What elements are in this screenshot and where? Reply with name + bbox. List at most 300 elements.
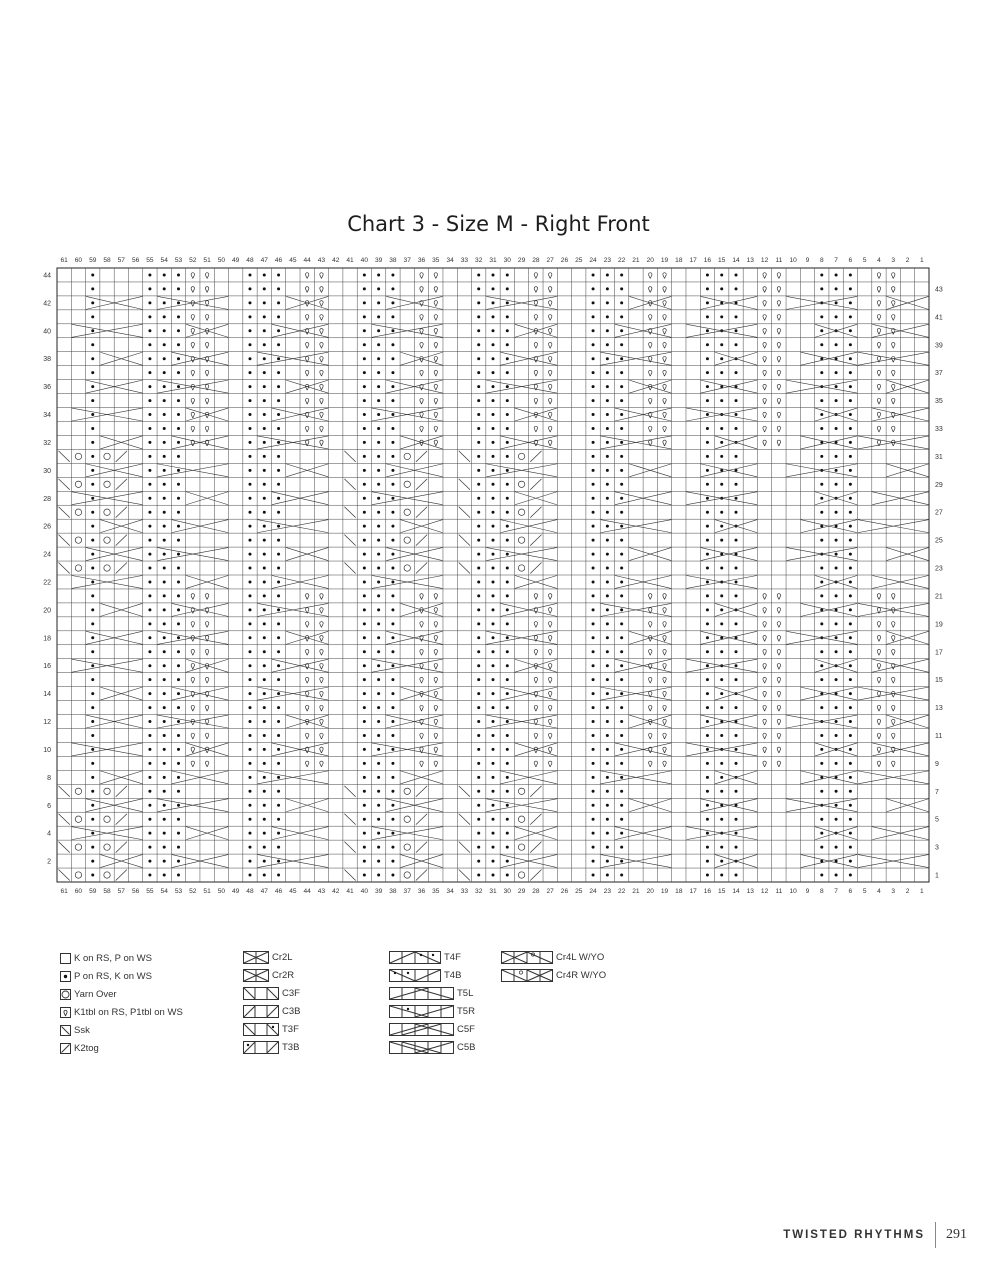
- purl-stitch: [706, 846, 709, 849]
- purl-stitch: [820, 287, 823, 290]
- column-number-bottom: 32: [475, 888, 483, 895]
- row-number-right: 1: [935, 872, 939, 880]
- legend-item-cr2r: Cr2R: [243, 969, 294, 982]
- purl-stitch: [835, 790, 838, 793]
- purl-stitch: [391, 483, 394, 486]
- purl-stitch: [592, 776, 595, 779]
- column-number-bottom: 35: [432, 888, 440, 895]
- purl-stitch: [835, 636, 838, 639]
- column-number-bottom: 55: [146, 888, 154, 895]
- purl-stitch: [263, 650, 266, 653]
- purl-stitch: [248, 776, 251, 779]
- purl-stitch: [720, 692, 723, 695]
- purl-stitch: [263, 608, 266, 611]
- purl-stitch: [620, 525, 623, 528]
- purl-stitch: [391, 846, 394, 849]
- purl-stitch: [163, 608, 166, 611]
- purl-stitch: [248, 539, 251, 542]
- purl-stitch: [477, 650, 480, 653]
- purl-stitch: [606, 664, 609, 667]
- row-number-right: 39: [935, 342, 943, 350]
- purl-stitch: [148, 790, 151, 793]
- purl-stitch: [820, 580, 823, 583]
- purl-stitch: [849, 371, 852, 374]
- purl-stitch: [506, 455, 509, 458]
- purl-stitch: [820, 706, 823, 709]
- column-number-bottom: 19: [660, 888, 669, 895]
- purl-stitch: [592, 539, 595, 542]
- purl-stitch: [735, 678, 738, 681]
- purl-stitch: [606, 650, 609, 653]
- purl-stitch: [248, 329, 251, 332]
- purl-stitch: [620, 441, 623, 444]
- row-number-right: 19: [935, 621, 943, 629]
- column-number-bottom: 30: [503, 888, 511, 895]
- purl-stitch: [606, 329, 609, 332]
- purl-stitch: [91, 371, 94, 374]
- purl-stitch: [720, 483, 723, 486]
- purl-stitch: [177, 636, 180, 639]
- row-number-left: 36: [43, 384, 51, 392]
- purl-stitch: [592, 622, 595, 625]
- legend-item-cr4r-yo: Cr4R W/YO: [501, 969, 606, 982]
- purl-stitch: [606, 692, 609, 695]
- purl-stitch: [592, 818, 595, 821]
- column-number-top: 2: [905, 257, 910, 264]
- purl-stitch: [148, 776, 151, 779]
- purl-stitch: [377, 497, 380, 500]
- column-number-bottom: 48: [246, 888, 254, 895]
- purl-stitch: [849, 664, 852, 667]
- row-number-left: 10: [43, 746, 51, 754]
- purl-stitch: [248, 385, 251, 388]
- purl-stitch: [363, 427, 366, 430]
- purl-stitch: [148, 413, 151, 416]
- column-number-bottom: 9: [805, 888, 810, 895]
- purl-stitch: [492, 804, 495, 807]
- purl-stitch: [363, 706, 366, 709]
- purl-stitch: [492, 343, 495, 346]
- purl-stitch: [363, 846, 366, 849]
- purl-stitch: [592, 874, 595, 877]
- purl-stitch: [506, 511, 509, 514]
- purl-stitch: [706, 301, 709, 304]
- purl-stitch: [363, 636, 366, 639]
- purl-stitch: [277, 832, 280, 835]
- legend-item-c5b: C5B: [389, 1041, 475, 1054]
- purl-stitch: [592, 832, 595, 835]
- purl-stitch: [506, 622, 509, 625]
- purl-stitch: [606, 497, 609, 500]
- purl-stitch: [720, 567, 723, 570]
- column-number-bottom: 31: [489, 888, 497, 895]
- purl-stitch: [606, 720, 609, 723]
- column-number-bottom: 12: [760, 888, 769, 895]
- purl-stitch: [720, 762, 723, 765]
- purl-stitch: [391, 385, 394, 388]
- purl-stitch: [735, 301, 738, 304]
- purl-stitch: [391, 818, 394, 821]
- purl-stitch: [706, 511, 709, 514]
- purl-stitch: [849, 622, 852, 625]
- purl-stitch: [363, 776, 366, 779]
- purl-stitch: [620, 273, 623, 276]
- purl-stitch: [477, 329, 480, 332]
- purl-stitch: [263, 553, 266, 556]
- purl-stitch: [377, 553, 380, 556]
- purl-stitch: [263, 846, 266, 849]
- purl-stitch: [91, 636, 94, 639]
- purl-stitch: [477, 734, 480, 737]
- purl-stitch: [506, 594, 509, 597]
- purl-stitch: [720, 650, 723, 653]
- purl-stitch: [277, 427, 280, 430]
- purl-stitch: [706, 315, 709, 318]
- purl-stitch: [91, 790, 94, 793]
- legend-item-knit: K on RS, P on WS: [60, 953, 152, 964]
- purl-stitch: [820, 664, 823, 667]
- purl-stitch: [592, 734, 595, 737]
- purl-stitch: [592, 329, 595, 332]
- row-number-left: 30: [43, 467, 51, 475]
- purl-stitch: [391, 413, 394, 416]
- purl-stitch: [492, 720, 495, 723]
- purl-stitch: [277, 413, 280, 416]
- column-number-bottom: 61: [60, 888, 68, 895]
- purl-stitch: [177, 692, 180, 695]
- purl-stitch: [820, 692, 823, 695]
- purl-stitch: [506, 734, 509, 737]
- purl-stitch: [163, 664, 166, 667]
- purl-stitch: [477, 357, 480, 360]
- purl-stitch: [606, 539, 609, 542]
- purl-stitch: [248, 860, 251, 863]
- purl-stitch: [506, 818, 509, 821]
- purl-stitch: [277, 860, 280, 863]
- purl-stitch: [492, 371, 495, 374]
- column-number-bottom: 20: [646, 888, 654, 895]
- purl-stitch: [706, 678, 709, 681]
- purl-stitch: [706, 874, 709, 877]
- purl-stitch: [163, 441, 166, 444]
- column-number-top: 19: [660, 257, 669, 264]
- purl-stitch: [391, 622, 394, 625]
- purl-stitch: [849, 315, 852, 318]
- purl-stitch: [277, 553, 280, 556]
- column-number-top: 9: [805, 257, 810, 264]
- purl-stitch: [391, 776, 394, 779]
- purl-stitch: [277, 357, 280, 360]
- purl-stitch: [148, 469, 151, 472]
- purl-stitch: [606, 357, 609, 360]
- purl-stitch: [163, 874, 166, 877]
- purl-stitch: [248, 580, 251, 583]
- legend-item-cr4l-yo: Cr4L W/YO: [501, 951, 604, 964]
- row-number-left: 14: [43, 691, 51, 699]
- purl-stitch: [506, 497, 509, 500]
- purl-stitch: [506, 301, 509, 304]
- purl-stitch: [849, 525, 852, 528]
- purl-stitch: [263, 706, 266, 709]
- purl-stitch: [720, 525, 723, 528]
- purl-stitch: [377, 567, 380, 570]
- purl-stitch: [620, 678, 623, 681]
- c3b-icon: [243, 1005, 279, 1018]
- purl-stitch: [163, 455, 166, 458]
- purl-stitch: [263, 455, 266, 458]
- column-number-bottom: 23: [603, 888, 612, 895]
- legend-item-t4f: T4F: [389, 951, 461, 964]
- purl-stitch: [492, 790, 495, 793]
- purl-stitch: [592, 720, 595, 723]
- purl-stitch: [620, 804, 623, 807]
- purl-stitch: [377, 636, 380, 639]
- row-number-right: 35: [935, 398, 943, 406]
- purl-stitch: [506, 287, 509, 290]
- cr4l-yo-icon: [501, 951, 553, 964]
- purl-stitch: [177, 511, 180, 514]
- purl-stitch: [477, 720, 480, 723]
- purl-stitch: [606, 860, 609, 863]
- purl-stitch: [506, 762, 509, 765]
- purl-stitch: [820, 413, 823, 416]
- purl-stitch: [91, 567, 94, 570]
- purl-stitch: [835, 315, 838, 318]
- purl-stitch: [835, 455, 838, 458]
- purl-stitch: [248, 832, 251, 835]
- column-number-bottom: 43: [317, 888, 326, 895]
- purl-stitch: [163, 301, 166, 304]
- purl-stitch: [706, 818, 709, 821]
- purl-stitch: [391, 497, 394, 500]
- purl-stitch: [835, 427, 838, 430]
- purl-stitch: [492, 846, 495, 849]
- purl-stitch: [263, 580, 266, 583]
- legend-item-ktbl: K1tbl on RS, P1tbl on WS: [60, 1007, 183, 1018]
- purl-stitch: [820, 790, 823, 793]
- purl-stitch: [248, 287, 251, 290]
- row-number-left: 12: [43, 719, 51, 727]
- purl-stitch: [720, 706, 723, 709]
- purl-stitch: [820, 511, 823, 514]
- purl-stitch: [148, 525, 151, 528]
- purl-stitch: [620, 720, 623, 723]
- purl-stitch: [492, 692, 495, 695]
- purl-stitch: [706, 636, 709, 639]
- column-number-bottom: 24: [589, 888, 597, 895]
- purl-stitch: [163, 497, 166, 500]
- purl-stitch: [91, 594, 94, 597]
- purl-stitch: [263, 539, 266, 542]
- purl-stitch: [277, 762, 280, 765]
- purl-stitch: [849, 343, 852, 346]
- purl-stitch: [363, 357, 366, 360]
- purl-stitch: [620, 818, 623, 821]
- column-number-top: 15: [718, 257, 726, 264]
- purl-stitch: [277, 664, 280, 667]
- purl-stitch: [720, 622, 723, 625]
- row-number-left: 28: [43, 495, 51, 503]
- twisted-stitch-icon: [60, 1007, 71, 1018]
- column-number-top: 17: [689, 257, 697, 264]
- purl-stitch: [706, 413, 709, 416]
- purl-stitch: [592, 567, 595, 570]
- purl-stitch: [391, 427, 394, 430]
- purl-stitch: [477, 874, 480, 877]
- column-number-bottom: 54: [160, 888, 168, 895]
- purl-stitch: [592, 343, 595, 346]
- column-number-bottom: 50: [217, 888, 226, 895]
- purl-stitch: [477, 511, 480, 514]
- purl-stitch: [706, 580, 709, 583]
- purl-stitch: [277, 329, 280, 332]
- purl-stitch: [477, 608, 480, 611]
- purl-stitch: [820, 315, 823, 318]
- column-number-bottom: 51: [203, 888, 211, 895]
- row-number-right: 41: [935, 314, 943, 322]
- purl-stitch: [820, 748, 823, 751]
- purl-stitch: [720, 441, 723, 444]
- purl-stitch: [849, 427, 852, 430]
- purl-stitch: [735, 469, 738, 472]
- purl-stitch: [163, 692, 166, 695]
- purl-stitch: [477, 441, 480, 444]
- purl-stitch: [163, 483, 166, 486]
- purl-stitch: [177, 343, 180, 346]
- purl-stitch: [391, 860, 394, 863]
- purl-stitch: [849, 734, 852, 737]
- purl-stitch: [177, 525, 180, 528]
- purl-stitch: [391, 469, 394, 472]
- purl-stitch: [706, 860, 709, 863]
- column-number-bottom: 38: [389, 888, 397, 895]
- purl-stitch: [849, 455, 852, 458]
- purl-stitch: [606, 273, 609, 276]
- column-number-top: 48: [246, 257, 254, 264]
- purl-stitch: [177, 874, 180, 877]
- purl-stitch: [849, 692, 852, 695]
- purl-stitch: [148, 650, 151, 653]
- row-number-right: 11: [935, 732, 943, 740]
- purl-stitch: [148, 497, 151, 500]
- row-number-right: 9: [935, 760, 939, 768]
- purl-stitch: [492, 427, 495, 430]
- purl-stitch: [477, 385, 480, 388]
- row-number-left: 8: [47, 774, 51, 782]
- purl-stitch: [263, 399, 266, 402]
- purl-stitch: [835, 762, 838, 765]
- purl-stitch: [277, 692, 280, 695]
- purl-stitch: [363, 441, 366, 444]
- purl-stitch: [163, 525, 166, 528]
- purl-stitch: [91, 860, 94, 863]
- purl-stitch: [248, 818, 251, 821]
- book-title: TWISTED RHYTHMS: [783, 1229, 925, 1241]
- purl-stitch: [506, 567, 509, 570]
- purl-stitch: [263, 776, 266, 779]
- purl-stitch: [91, 622, 94, 625]
- row-number-left: 22: [43, 579, 51, 587]
- column-number-bottom: 2: [905, 888, 910, 895]
- c3f-icon: [243, 987, 279, 1000]
- purl-stitch: [148, 553, 151, 556]
- purl-stitch: [606, 622, 609, 625]
- purl-stitch: [363, 483, 366, 486]
- purl-stitch: [363, 469, 366, 472]
- purl-stitch: [606, 608, 609, 611]
- column-number-top: 22: [617, 257, 626, 264]
- purl-stitch: [735, 371, 738, 374]
- purl-stitch: [492, 399, 495, 402]
- t4b-icon: [389, 969, 441, 982]
- purl-stitch: [620, 650, 623, 653]
- purl-stitch: [592, 455, 595, 458]
- purl-stitch: [735, 706, 738, 709]
- purl-stitch: [849, 580, 852, 583]
- purl-stitch: [91, 483, 94, 486]
- purl-stitch: [91, 553, 94, 556]
- column-number-bottom: 40: [360, 888, 369, 895]
- column-number-bottom: 13: [746, 888, 754, 895]
- column-number-bottom: 16: [703, 888, 712, 895]
- purl-stitch: [606, 804, 609, 807]
- purl-stitch: [248, 273, 251, 276]
- purl-stitch: [177, 804, 180, 807]
- purl-stitch: [620, 748, 623, 751]
- purl-stitch: [148, 594, 151, 597]
- purl-stitch: [377, 357, 380, 360]
- purl-stitch: [706, 720, 709, 723]
- purl-stitch: [377, 385, 380, 388]
- purl-stitch: [163, 622, 166, 625]
- purl-stitch: [720, 357, 723, 360]
- purl-stitch: [148, 455, 151, 458]
- purl-stitch: [163, 469, 166, 472]
- column-number-bottom: 53: [174, 888, 183, 895]
- purl-stitch: [835, 553, 838, 556]
- column-number-bottom: 1: [920, 888, 924, 895]
- purl-stitch: [592, 650, 595, 653]
- row-number-right: 21: [935, 593, 943, 601]
- purl-stitch: [835, 874, 838, 877]
- purl-stitch: [735, 846, 738, 849]
- purl-stitch: [148, 762, 151, 765]
- purl-stitch: [363, 762, 366, 765]
- purl-stitch: [391, 301, 394, 304]
- purl-stitch: [820, 734, 823, 737]
- purl-stitch: [706, 776, 709, 779]
- purl-stitch: [620, 580, 623, 583]
- purl-stitch: [735, 497, 738, 500]
- purl-stitch: [391, 650, 394, 653]
- purl-stitch: [363, 343, 366, 346]
- purl-stitch: [363, 580, 366, 583]
- purl-stitch: [849, 720, 852, 723]
- knit-icon: [60, 953, 71, 964]
- purl-stitch: [377, 846, 380, 849]
- purl-stitch: [592, 846, 595, 849]
- purl-stitch: [735, 287, 738, 290]
- purl-stitch: [377, 874, 380, 877]
- purl-stitch: [391, 636, 394, 639]
- purl-stitch: [835, 846, 838, 849]
- purl-stitch: [720, 608, 723, 611]
- purl-stitch: [263, 525, 266, 528]
- purl-stitch: [477, 832, 480, 835]
- t4f-icon: [389, 951, 441, 964]
- purl-stitch: [720, 860, 723, 863]
- purl-stitch: [492, 608, 495, 611]
